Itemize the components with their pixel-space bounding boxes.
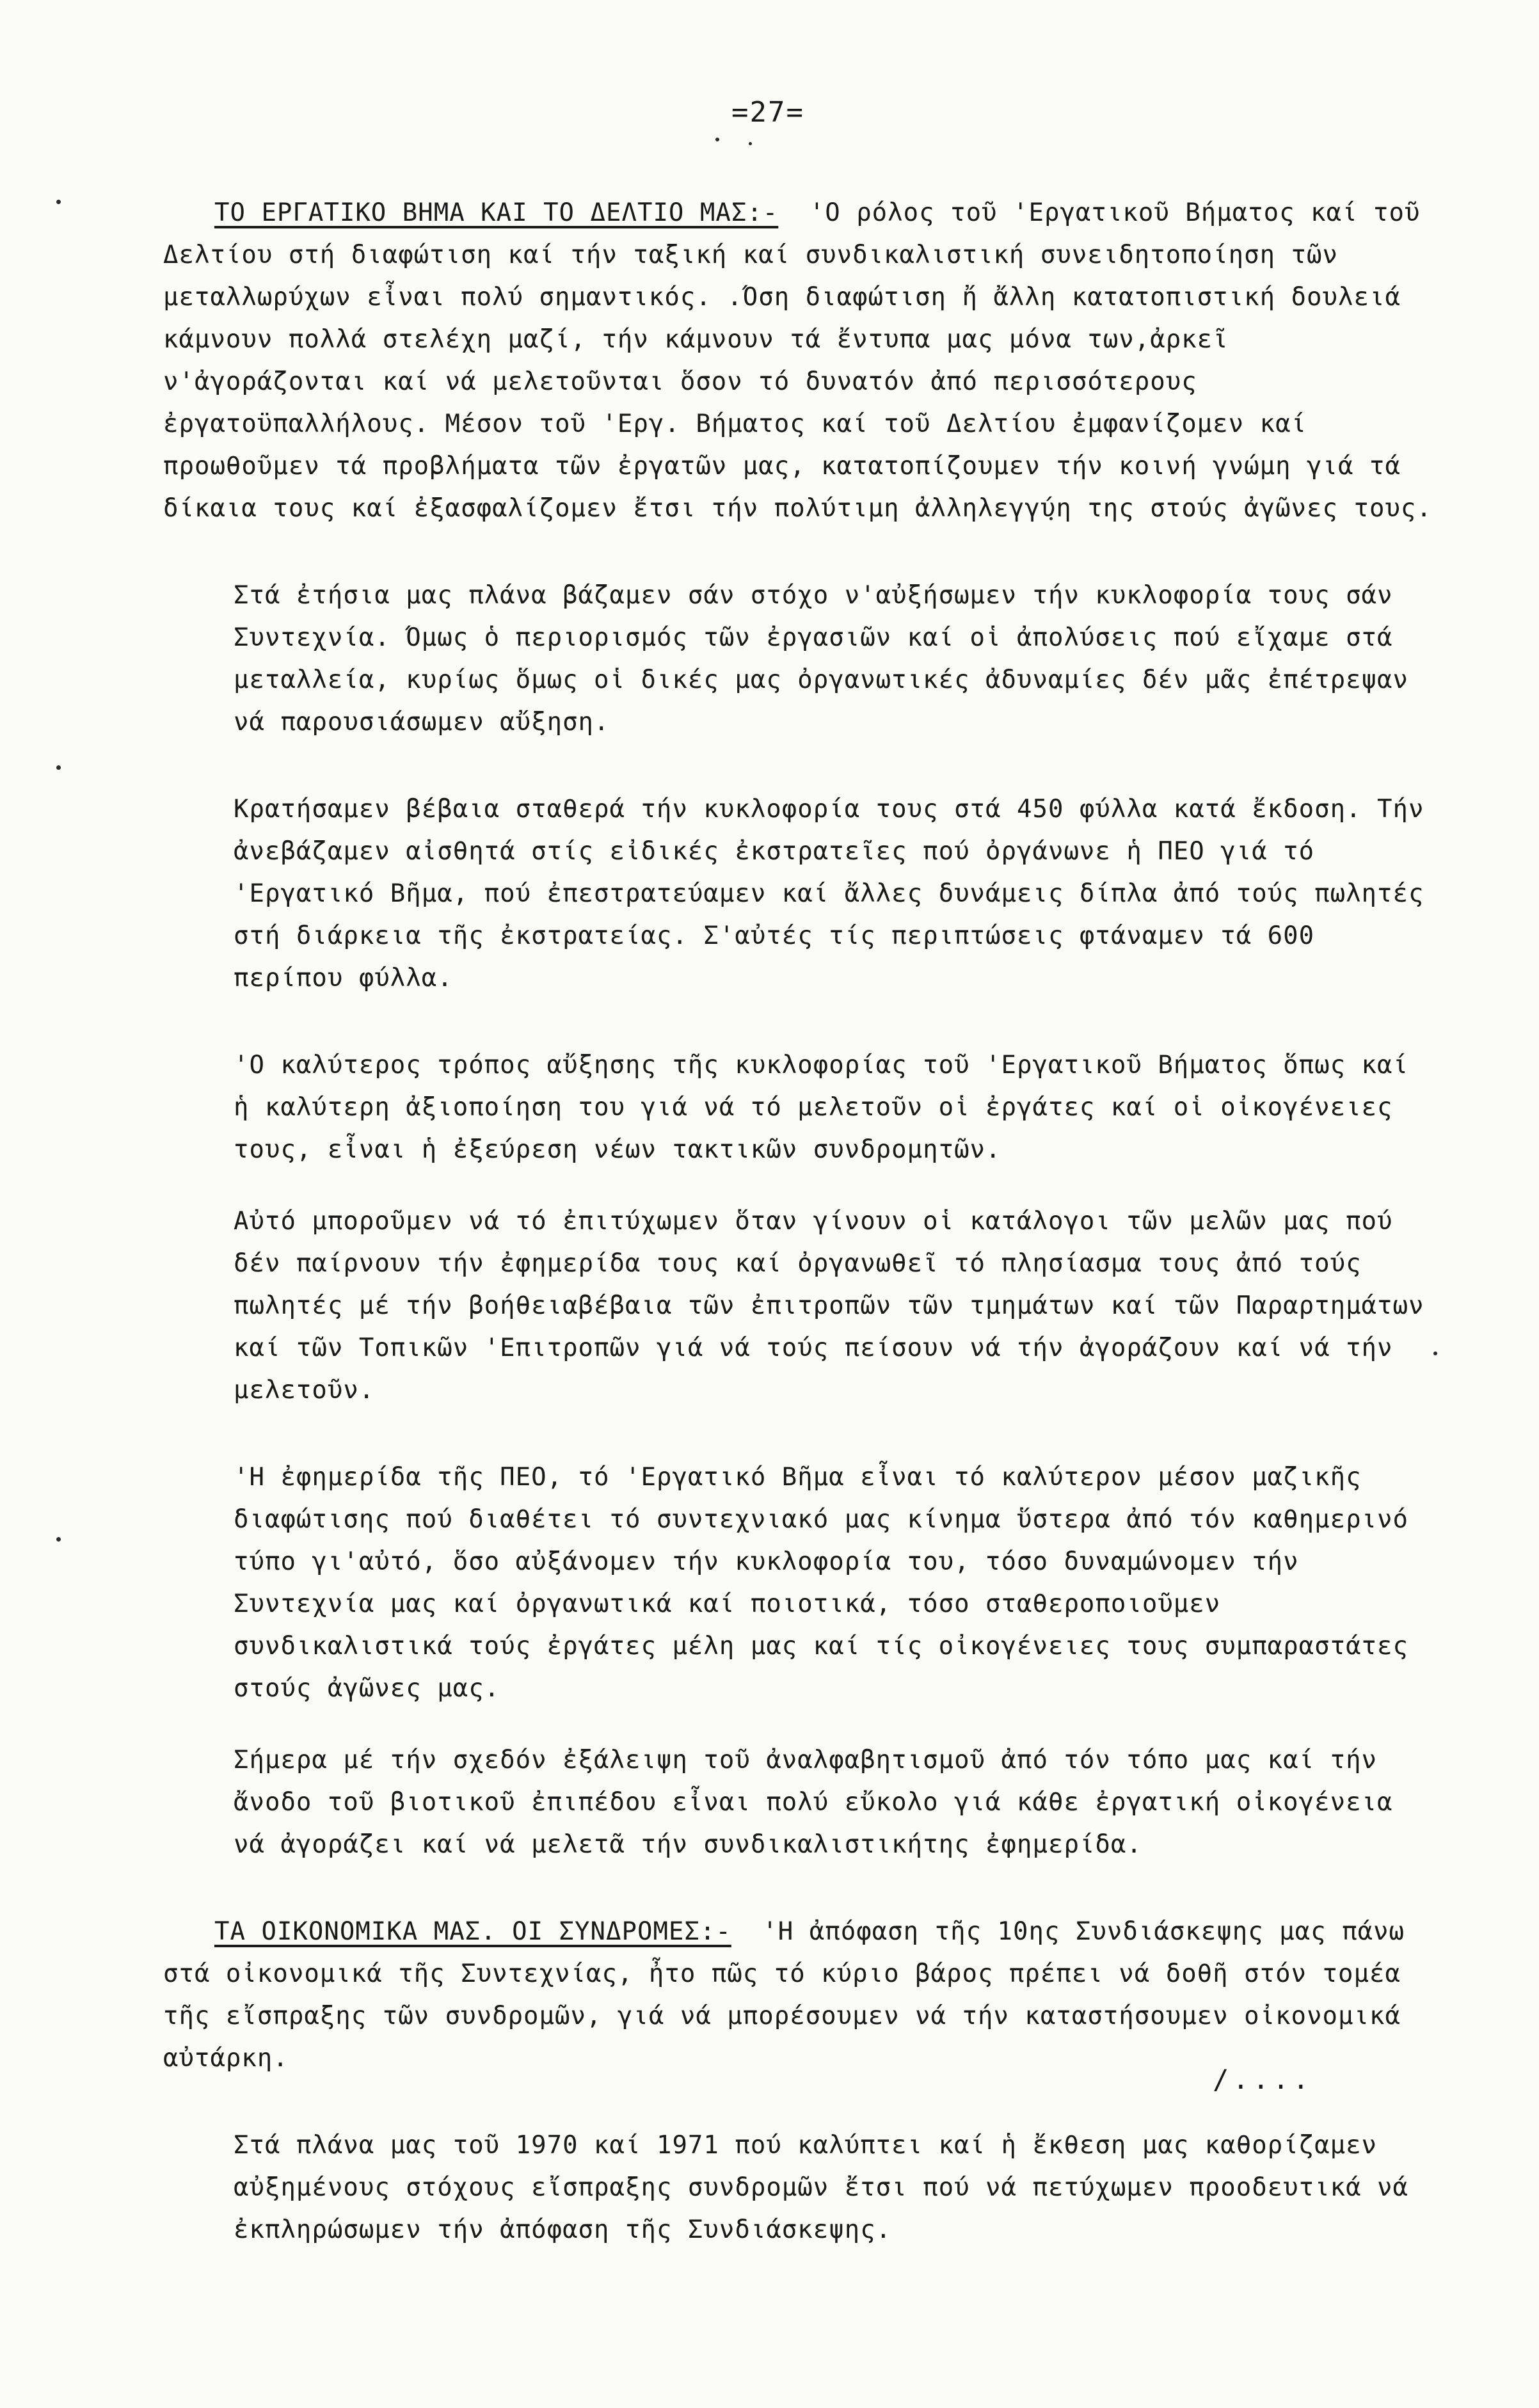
paragraph: 'Η ἐφημερίδα τῆς ΠΕΟ, τό 'Εργατικό Βῆμα εἶναι τό καλύτερον μέσον μαζικῆς διαφώτισης πού διαθέτει τό συντεχνιακό μας κίνημα ὕστερα ἀπό τόν καθημερινό τύπο γι'αὐτό, ὅσο αὐξάνομεν τήν κυκλοφορία του, τόσο δυναμώνομεν τήν Συντεχνία μας καί ὀργανωτικά καί ποιοτικά, τόσο σταθεροποιοῦμεν συνδικαλιστικά τούς ἐργάτες μέλη μας καί τίς οἰκογένειες τους συμπαραστάτες στούς ἀγῶνες μας. <box>234 1463 1408 1703</box>
continuation-mark: /.... <box>1213 2064 1313 2095</box>
scan-speck <box>56 1537 61 1542</box>
paragraph: 'Ο καλύτερος τρόπος αὔξησης τῆς κυκλοφορίας τοῦ 'Εργατικοῦ Βήματος ὅπως καί ἡ καλύτερη ἀξιοποίηση του γιά νά τό μελετοῦν οἱ ἐργάτες καί οἱ οἰκογένειες τους, εἶναι ἡ ἐξεύρεση νέων τακτικῶν συνδρομητῶν. <box>234 1051 1408 1164</box>
paragraph: 'Η ἀπόφαση τῆς 10ης Συνδιάσκεψης μας πάνω στά οἰκονομικά τῆς Συντεχνίας, ἦτο πῶς τό κύριο βάρος πρέπει νά δοθῆ στόν τομέα τῆς εἴσπραξης τῶν συνδρομῶν, γιά νά μπορέσουμεν νά τήν καταστήσουμεν οἰκονομικά αὐτάρκη. <box>163 1917 1405 2073</box>
paragraph: 'Ο ρόλος τοῦ 'Εργατικοῦ Βήματος καί τοῦ Δελτίου στή διαφώτιση καί τήν ταξική καί συνδικαλιστική συνειδητοποίηση τῶν μεταλλωρύχων εἶναι πολύ σημαντικός. .Όση διαφώτιση ἤ ἄλλη κατατοπιστική δουλειά κάμνουν πολλά στελέχη μαζί, τήν κάμνουν τά ἔντυπα μας μόνα των,ἀρκεῖ ν'ἀγοράζονται καί νά μελετοῦνται ὅσον τό δυνατόν ἀπό περισσότερους ἐργατοϋπαλλήλους. Μέσον τοῦ 'Εργ. Βήματος καί τοῦ Δελτίου ἐμφανίζομεν καί προωθοῦμεν τά προβλήματα τῶν ἐργατῶν μας, κατατοπίζουμεν τήν κοινή γνώμη γιά τά δίκαια τους καί ἐξασφαλίζομεν ἔτσι τήν πολύτιμη ἀλληλεγγύη της στούς ἀγῶνες τους. <box>163 198 1432 523</box>
paragraph: Σήμερα μέ τήν σχεδόν ἐξάλειψη τοῦ ἀναλφαβητισμοῦ ἀπό τόν τόπο μας καί τήν ἄνοδο τοῦ βιοτικοῦ ἐπιπέδου εἶναι πολύ εὔκολο γιά κάθε ἐργατική οἰκογένεια νά ἀγοράζει καί νά μελετᾶ τήν συνδικαλιστικήτης ἐφημερίδα. <box>234 1746 1393 1859</box>
page-number: =27= <box>731 96 804 129</box>
body-text <box>163 192 1437 2251</box>
paragraph: Αὐτό μποροῦμεν νά τό ἐπιτύχωμεν ὅταν γίνουν οἱ κατάλογοι τῶν μελῶν μας πού δέν παίρνουν τήν ἐφημερίδα τους καί ὀργανωθεῖ τό πλησίασμα τους ἀπό τούς πωλητές μέ τήν βοήθειαβέβαια τῶν ἐπιτροπῶν τῶν τμημάτων καί τῶν Παραρτημάτων καί τῶν Τοπικῶν 'Επιτροπῶν γιά νά τούς πείσουν νά τήν ἀγοράζουν καί νά τήν μελετοῦν. <box>234 1207 1424 1405</box>
paragraph: Στά πλάνα μας τοῦ 1970 καί 1971 πού καλύπτει καί ἡ ἔκθεση μας καθορίζαμεν αὐξημένους στόχους εἴσπραξης συνδρομῶν ἔτσι πού νά πετύχωμεν προοδευτικά νά ἐκπληρώσωμεν τήν ἀπόφαση τῆς Συνδιάσκεψης. <box>234 2131 1408 2244</box>
scan-speck <box>749 142 752 145</box>
scan-speck <box>56 765 61 770</box>
paragraph: Κρατήσαμεν βέβαια σταθερά τήν κυκλοφορία τους στά 450 φύλλα κατά ἔκδοση. Τήν ἀνεβάζαμεν αἰσθητά στίς εἰδικές ἐκστρατεῖες πού ὀργάνωνε ἡ ΠΕΟ γιά τό 'Εργατικό Βῆμα, πού ἐπεστρατεύαμεν καί ἄλλες δυνάμεις δίπλα ἀπό τούς πωλητές στή διάρκεια τῆς ἐκστρατείας. Σ'αὐτές τίς περιπτώσεις φτάναμεν τά 600 περίπου φύλλα. <box>234 795 1424 993</box>
section-ergatiko-vima <box>163 192 1437 530</box>
section-heading: ΤΟ ΕΡΓΑΤΙΚΟ ΒΗΜΑ ΚΑΙ ΤΟ ΔΕΛΤΙΟ ΜΑΣ:- <box>214 198 779 227</box>
scan-speck <box>56 200 61 204</box>
section-heading: ΤΑ ΟΙΚΟΝΟΜΙΚΑ ΜΑΣ. ΟΙ ΣΥΝΔΡΟΜΕΣ:- <box>214 1917 731 1946</box>
section-oikonomika <box>163 1911 1437 2080</box>
paragraph: Στά ἐτήσια μας πλάνα βάζαμεν σάν στόχο ν'αὐξήσωμεν τήν κυκλοφορία τους σάν Συντεχνία. Όμως ὁ περιορισμός τῶν ἐργασιῶν καί οἱ ἀπολύσεις πού εἴχαμε στά μεταλλεία, κυρίως ὅμως οἱ δικές μας ὀργανωτικές ἀδυναμίες δέν μᾶς ἐπέτρεψαν νά παρουσιάσωμεν αὔξηση. <box>234 581 1408 737</box>
scan-speck <box>715 138 719 141</box>
